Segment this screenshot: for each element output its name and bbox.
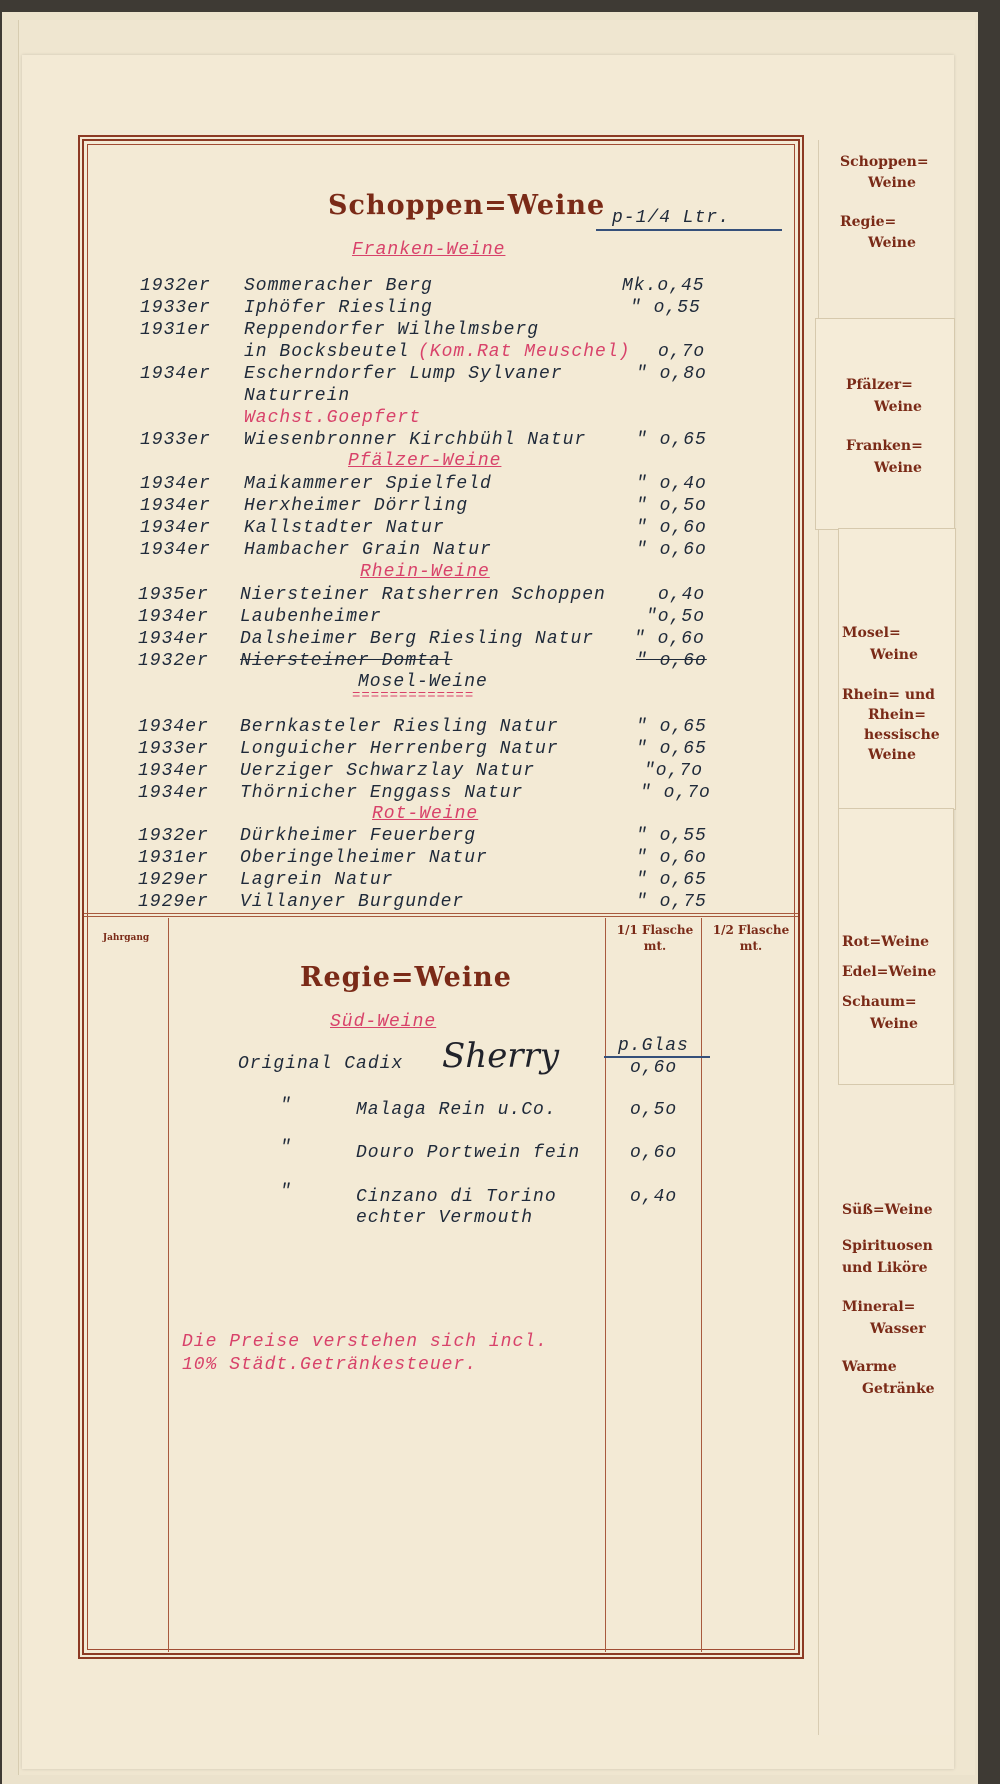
wine-name: Dürkheimer Feuerberg <box>240 826 477 846</box>
wine-name: Thörnicher Enggass Natur <box>240 783 524 803</box>
tab-text: Warme <box>842 1359 897 1375</box>
wine-name: Longuicher Herrenberg Natur <box>240 739 559 759</box>
section-rhein: Rhein-Weine <box>360 562 490 582</box>
page-title: Schoppen=Weine <box>328 190 606 221</box>
item-price: o,5o <box>630 1100 678 1120</box>
wine-price: " o,65 <box>636 739 707 759</box>
wine-year: 1934er <box>140 474 211 494</box>
wine-year: 1931er <box>138 848 209 868</box>
wine-year: 1934er <box>140 518 211 538</box>
index-tab-mosel[interactable] <box>838 528 956 810</box>
section-franken: Franken-Weine <box>352 240 506 260</box>
unit-label: p-1/4 Ltr. <box>612 208 731 228</box>
column-line-full <box>605 918 606 1652</box>
wine-name: Niersteiner Ratsherren Schoppen <box>240 585 606 605</box>
section-pfaelzer: Pfälzer-Weine <box>348 451 502 471</box>
tab-text: Weine <box>870 647 918 663</box>
wine-name: Villanyer Burgunder <box>240 892 465 912</box>
wine-name: Sommeracher Berg <box>244 276 433 296</box>
wine-price: " o,65 <box>636 430 707 450</box>
tab-label[interactable] <box>846 436 923 456</box>
tab-label[interactable] <box>842 1357 897 1377</box>
tab-text: Regie= <box>840 214 897 230</box>
section-divider <box>84 916 798 917</box>
wine-price: "o,5o <box>646 607 706 627</box>
wine-name: Oberingelheimer Natur <box>240 848 488 868</box>
item-name: Cinzano di Torino <box>356 1187 557 1207</box>
tab-text: Edel=Weine <box>842 964 937 980</box>
tax-note-line2: 10% Städt.Getränkesteuer. <box>182 1355 478 1375</box>
wine-name: Kallstadter Natur <box>244 518 445 538</box>
wine-year: 1931er <box>140 320 211 340</box>
tab-text: Rot=Weine <box>842 934 930 950</box>
tab-label[interactable] <box>842 932 929 952</box>
wine-name: Reppendorfer Wilhelmsberg <box>244 320 540 340</box>
wine-year: 1929er <box>138 870 209 890</box>
tab-label[interactable] <box>870 1014 918 1034</box>
column-line-jahrgang <box>168 918 169 1652</box>
wine-price: "o,7o <box>644 761 704 781</box>
wine-year: 1933er <box>140 298 211 318</box>
wine-name: Dalsheimer Berg Riesling Natur <box>240 629 595 649</box>
wine-year: 1929er <box>138 892 209 912</box>
wine-name: Wiesenbronner Kirchbühl Natur <box>244 430 587 450</box>
wine-price: " o,6o <box>636 518 707 538</box>
column-header-full-bottle: 1/1 Flasche mt. <box>616 923 694 953</box>
wine-price: " o,6o <box>634 629 705 649</box>
ditto-mark: " <box>280 1182 292 1202</box>
column-line-half <box>701 918 702 1652</box>
tab-label[interactable] <box>862 1379 935 1399</box>
wine-price: " o,4o <box>636 474 707 494</box>
tab-label[interactable] <box>870 1319 926 1339</box>
wine-year: 1933er <box>140 430 211 450</box>
wine-price: " o,65 <box>636 717 707 737</box>
wine-price: " o,55 <box>630 298 701 318</box>
wine-price: " o,5o <box>636 496 707 516</box>
item-name: Malaga Rein u.Co. <box>356 1100 557 1120</box>
tab-label[interactable] <box>868 745 916 765</box>
wine-price: o,7o <box>658 342 706 362</box>
item-name: Douro Portwein fein <box>356 1143 581 1163</box>
unit-underline <box>596 229 782 231</box>
tab-text: Rhein= und <box>842 687 935 703</box>
wine-year: 1934er <box>140 540 211 560</box>
tab-label[interactable] <box>842 1258 928 1278</box>
tab-text: Weine <box>868 235 916 251</box>
tab-text: Weine <box>874 460 922 476</box>
wine-note: Wachst.Goepfert <box>244 408 422 428</box>
tab-text: Spirituosen <box>842 1238 933 1254</box>
tab-label[interactable] <box>868 233 916 253</box>
tab-label[interactable] <box>846 375 913 395</box>
wine-name: Laubenheimer <box>240 607 382 627</box>
tab-text: Getränke <box>862 1381 935 1397</box>
wine-year: 1933er <box>138 739 209 759</box>
section-mosel-underline: ============= <box>352 688 475 704</box>
tax-note-line1: Die Preise verstehen sich incl. <box>182 1332 548 1352</box>
tab-text: Schaum= <box>842 994 917 1010</box>
wine-name: Escherndorfer Lump Sylvaner <box>244 364 563 384</box>
item-price: o,6o <box>630 1143 678 1163</box>
item-price: o,4o <box>630 1187 678 1207</box>
wine-price: " o,75 <box>636 892 707 912</box>
tab-label[interactable] <box>842 1297 915 1317</box>
wine-name: in Bocksbeutel <box>244 342 410 362</box>
regie-title: Regie=Weine <box>300 962 512 993</box>
wine-year: 1934er <box>140 364 211 384</box>
tab-text: und Liköre <box>842 1260 928 1276</box>
tab-text: Weine <box>870 1016 918 1032</box>
tab-label[interactable] <box>842 962 936 982</box>
tab-label[interactable] <box>840 152 929 172</box>
wine-year: 1935er <box>138 585 209 605</box>
tab-label[interactable] <box>864 725 940 745</box>
index-tab-pfaelzer[interactable] <box>815 318 955 530</box>
wine-year: 1934er <box>138 717 209 737</box>
tab-label[interactable] <box>868 705 926 725</box>
glass-label: p.Glas <box>618 1036 689 1056</box>
wine-note: (Kom.Rat Meuschel) <box>418 342 631 362</box>
section-divider <box>84 913 798 914</box>
wine-name: Iphöfer Riesling <box>244 298 433 318</box>
wine-year: 1934er <box>138 607 209 627</box>
tab-label[interactable] <box>874 458 922 478</box>
wine-name: Uerziger Schwarzlay Natur <box>240 761 536 781</box>
wine-price: " o,6o <box>636 540 707 560</box>
wine-name: Hambacher Grain Natur <box>244 540 492 560</box>
wine-year: 1934er <box>140 496 211 516</box>
item-name-line2: echter Vermouth <box>356 1208 534 1228</box>
wine-year: 1932er <box>138 826 209 846</box>
section-mosel: Mosel-Weine <box>358 672 488 692</box>
tab-label[interactable] <box>868 173 916 193</box>
tab-label[interactable] <box>874 397 922 417</box>
wine-name: Lagrein Natur <box>240 870 394 890</box>
tab-text: Weine <box>868 747 916 763</box>
item-price: o,6o <box>630 1058 678 1078</box>
wine-name: Maikammerer Spielfeld <box>244 474 492 494</box>
column-header-jahrgang: Jahrgang <box>102 933 150 943</box>
tab-text: hessische <box>864 727 940 743</box>
wine-year: 1934er <box>138 761 209 781</box>
wine-price: " o,8o <box>636 364 707 384</box>
wine-year: 1932er <box>138 651 209 671</box>
section-rot: Rot-Weine <box>372 804 479 824</box>
wine-year: 1932er <box>140 276 211 296</box>
tab-label[interactable] <box>870 645 918 665</box>
ditto-mark: " <box>280 1096 292 1116</box>
tab-text: Rhein= <box>868 707 926 723</box>
wine-price: " o,55 <box>636 826 707 846</box>
handwritten-sherry: Sherry <box>442 1036 560 1076</box>
tab-label[interactable] <box>842 1236 933 1256</box>
wine-price: " o,7o <box>640 783 711 803</box>
tab-label[interactable] <box>840 212 896 232</box>
item-prefix: Original Cadix <box>238 1054 404 1074</box>
wine-price: Mk.o,45 <box>622 276 705 296</box>
wine-price: o,4o <box>658 585 706 605</box>
wine-price: " o,6o <box>636 651 707 671</box>
section-sued: Süd-Weine <box>330 1012 437 1032</box>
wine-name: Bernkasteler Riesling Natur <box>240 717 559 737</box>
tab-text: Pfälzer= <box>846 377 913 393</box>
column-header-half-bottle: 1/2 Flasche mt. <box>712 923 790 953</box>
tab-label[interactable] <box>842 623 901 643</box>
wine-price: " o,65 <box>636 870 707 890</box>
tab-text: Mosel= <box>842 625 901 641</box>
tab-text: Süß=Weine <box>842 1202 933 1218</box>
wine-name: Herxheimer Dörrling <box>244 496 469 516</box>
wine-year: 1934er <box>138 629 209 649</box>
wine-name: Niersteiner Domtal <box>240 651 453 671</box>
tab-text: Franken= <box>846 438 923 454</box>
tab-label[interactable] <box>842 1200 933 1220</box>
tab-text: Weine <box>868 175 916 191</box>
tab-label[interactable] <box>842 992 917 1012</box>
wine-price: " o,6o <box>636 848 707 868</box>
ditto-mark: " <box>280 1138 292 1158</box>
tab-label[interactable] <box>842 685 935 705</box>
wine-year: 1934er <box>138 783 209 803</box>
wine-name: Naturrein <box>244 386 351 406</box>
tab-text: Weine <box>874 399 922 415</box>
tab-text: Mineral= <box>842 1299 916 1315</box>
tab-text: Wasser <box>870 1321 926 1337</box>
tab-text: Schoppen= <box>840 154 929 170</box>
